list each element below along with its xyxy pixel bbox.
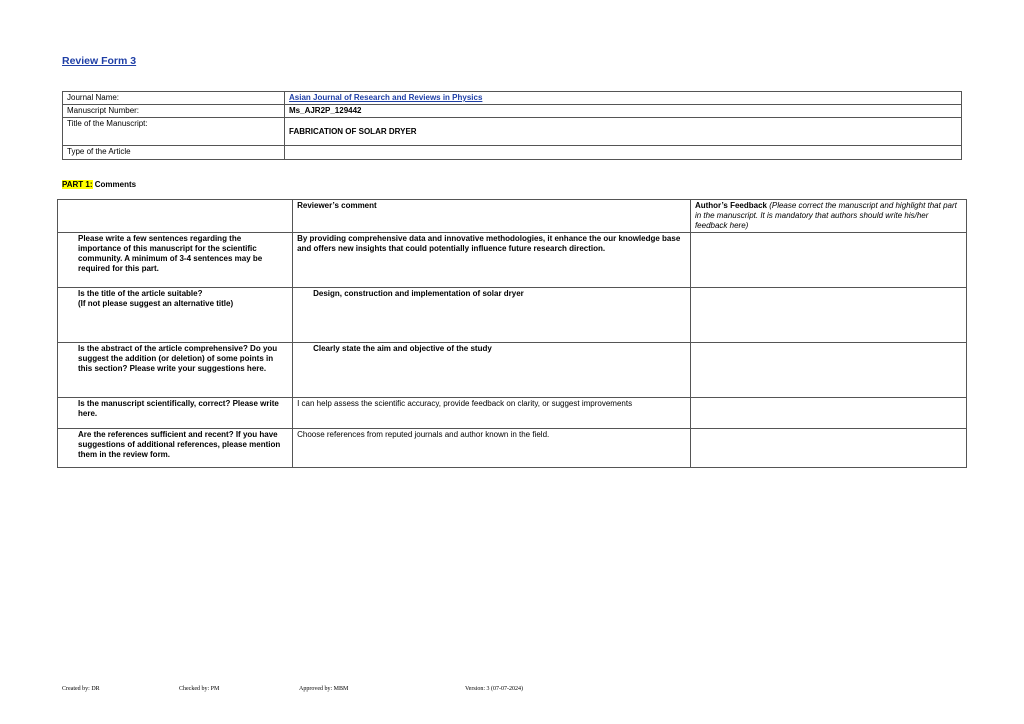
author-feedback-cell[interactable] [690, 288, 966, 343]
part1-heading [62, 180, 136, 189]
journal-row [63, 92, 962, 105]
footer-created-by: Created by: DR [62, 686, 100, 692]
part1-title: Comments [94, 180, 137, 189]
question-cell: Please write a few sentences regarding the importance of this manuscript for the scientific community. A minimum of 3-4 sentences may be required for this part. [58, 233, 293, 288]
manuscript-title-row [63, 118, 962, 146]
manuscript-title-text: FABRICATION OF SOLAR DRYER [289, 127, 417, 136]
table-row [58, 233, 967, 288]
reviewer-comment-cell[interactable]: Choose references from reputed journals and author known in the field. [293, 429, 691, 468]
author-feedback-cell[interactable] [690, 233, 966, 288]
comments-table [57, 199, 967, 468]
author-feedback-cell[interactable] [690, 429, 966, 468]
manuscript-number-row [63, 105, 962, 118]
question-cell: Is the abstract of the article comprehensive? Do you suggest the addition (or deletion) of some points in this section? Please write your suggestions here. [58, 343, 293, 398]
table-row [58, 429, 967, 468]
footer-approved-by: Approved by: MBM [299, 686, 349, 692]
header-reviewer-text: Reviewer’s comment [297, 201, 377, 210]
article-type-label: Type of the Article [63, 146, 285, 160]
part1-label: PART 1: [62, 180, 93, 189]
manuscript-title-value [285, 118, 962, 146]
article-type-value [285, 146, 962, 160]
reviewer-comment-text: Design, construction and implementation of solar dryer [313, 289, 524, 298]
comments-header-row [58, 200, 967, 233]
header-author-italic: (Please correct the manuscript and highlight that part in the manuscript. It is mandatory that authors should write his/her feedback here) [694, 201, 957, 230]
journal-value-cell [285, 92, 962, 105]
author-feedback-cell[interactable] [690, 343, 966, 398]
question-cell: Are the references sufficient and recent? If you have suggestions of additional references, please mention them in the review form. [58, 429, 293, 468]
header-reviewer-comment [293, 200, 691, 233]
journal-label: Journal Name: [63, 92, 285, 105]
manuscript-number-value: Ms_AJR2P_129442 [285, 105, 962, 118]
reviewer-comment-text: Clearly state the aim and objective of the study [313, 344, 492, 353]
reviewer-comment-cell[interactable] [293, 343, 691, 398]
header-author-feedback [690, 200, 966, 233]
table-row [58, 343, 967, 398]
header-question-cell [58, 200, 293, 233]
reviewer-comment-cell[interactable] [293, 288, 691, 343]
manuscript-title-label: Title of the Manuscript: [63, 118, 285, 146]
table-row [58, 288, 967, 343]
manuscript-number-label: Manuscript Number: [63, 105, 285, 118]
header-author-bold: Author’s Feedback [694, 201, 767, 210]
footer-checked-by: Checked by: PM [179, 686, 220, 692]
author-feedback-cell[interactable] [690, 398, 966, 429]
reviewer-comment-cell[interactable]: By providing comprehensive data and innovative methodologies, it enhance the our knowledge base and offers new insights that could potentially influence future research direction. [293, 233, 691, 288]
journal-link[interactable]: Asian Journal of Research and Reviews in Physics [289, 93, 483, 102]
article-type-row [63, 146, 962, 160]
manuscript-info-table [62, 91, 962, 160]
reviewer-comment-cell[interactable]: I can help assess the scientific accuracy, provide feedback on clarity, or suggest improvements [293, 398, 691, 429]
form-title: Review Form 3 [62, 55, 137, 67]
table-row [58, 398, 967, 429]
footer-version: Version: 3 (07-07-2024) [465, 686, 523, 692]
question-cell: Is the title of the article suitable? (If not please suggest an alternative title) [58, 288, 293, 343]
question-cell: Is the manuscript scientifically, correct? Please write here. [58, 398, 293, 429]
